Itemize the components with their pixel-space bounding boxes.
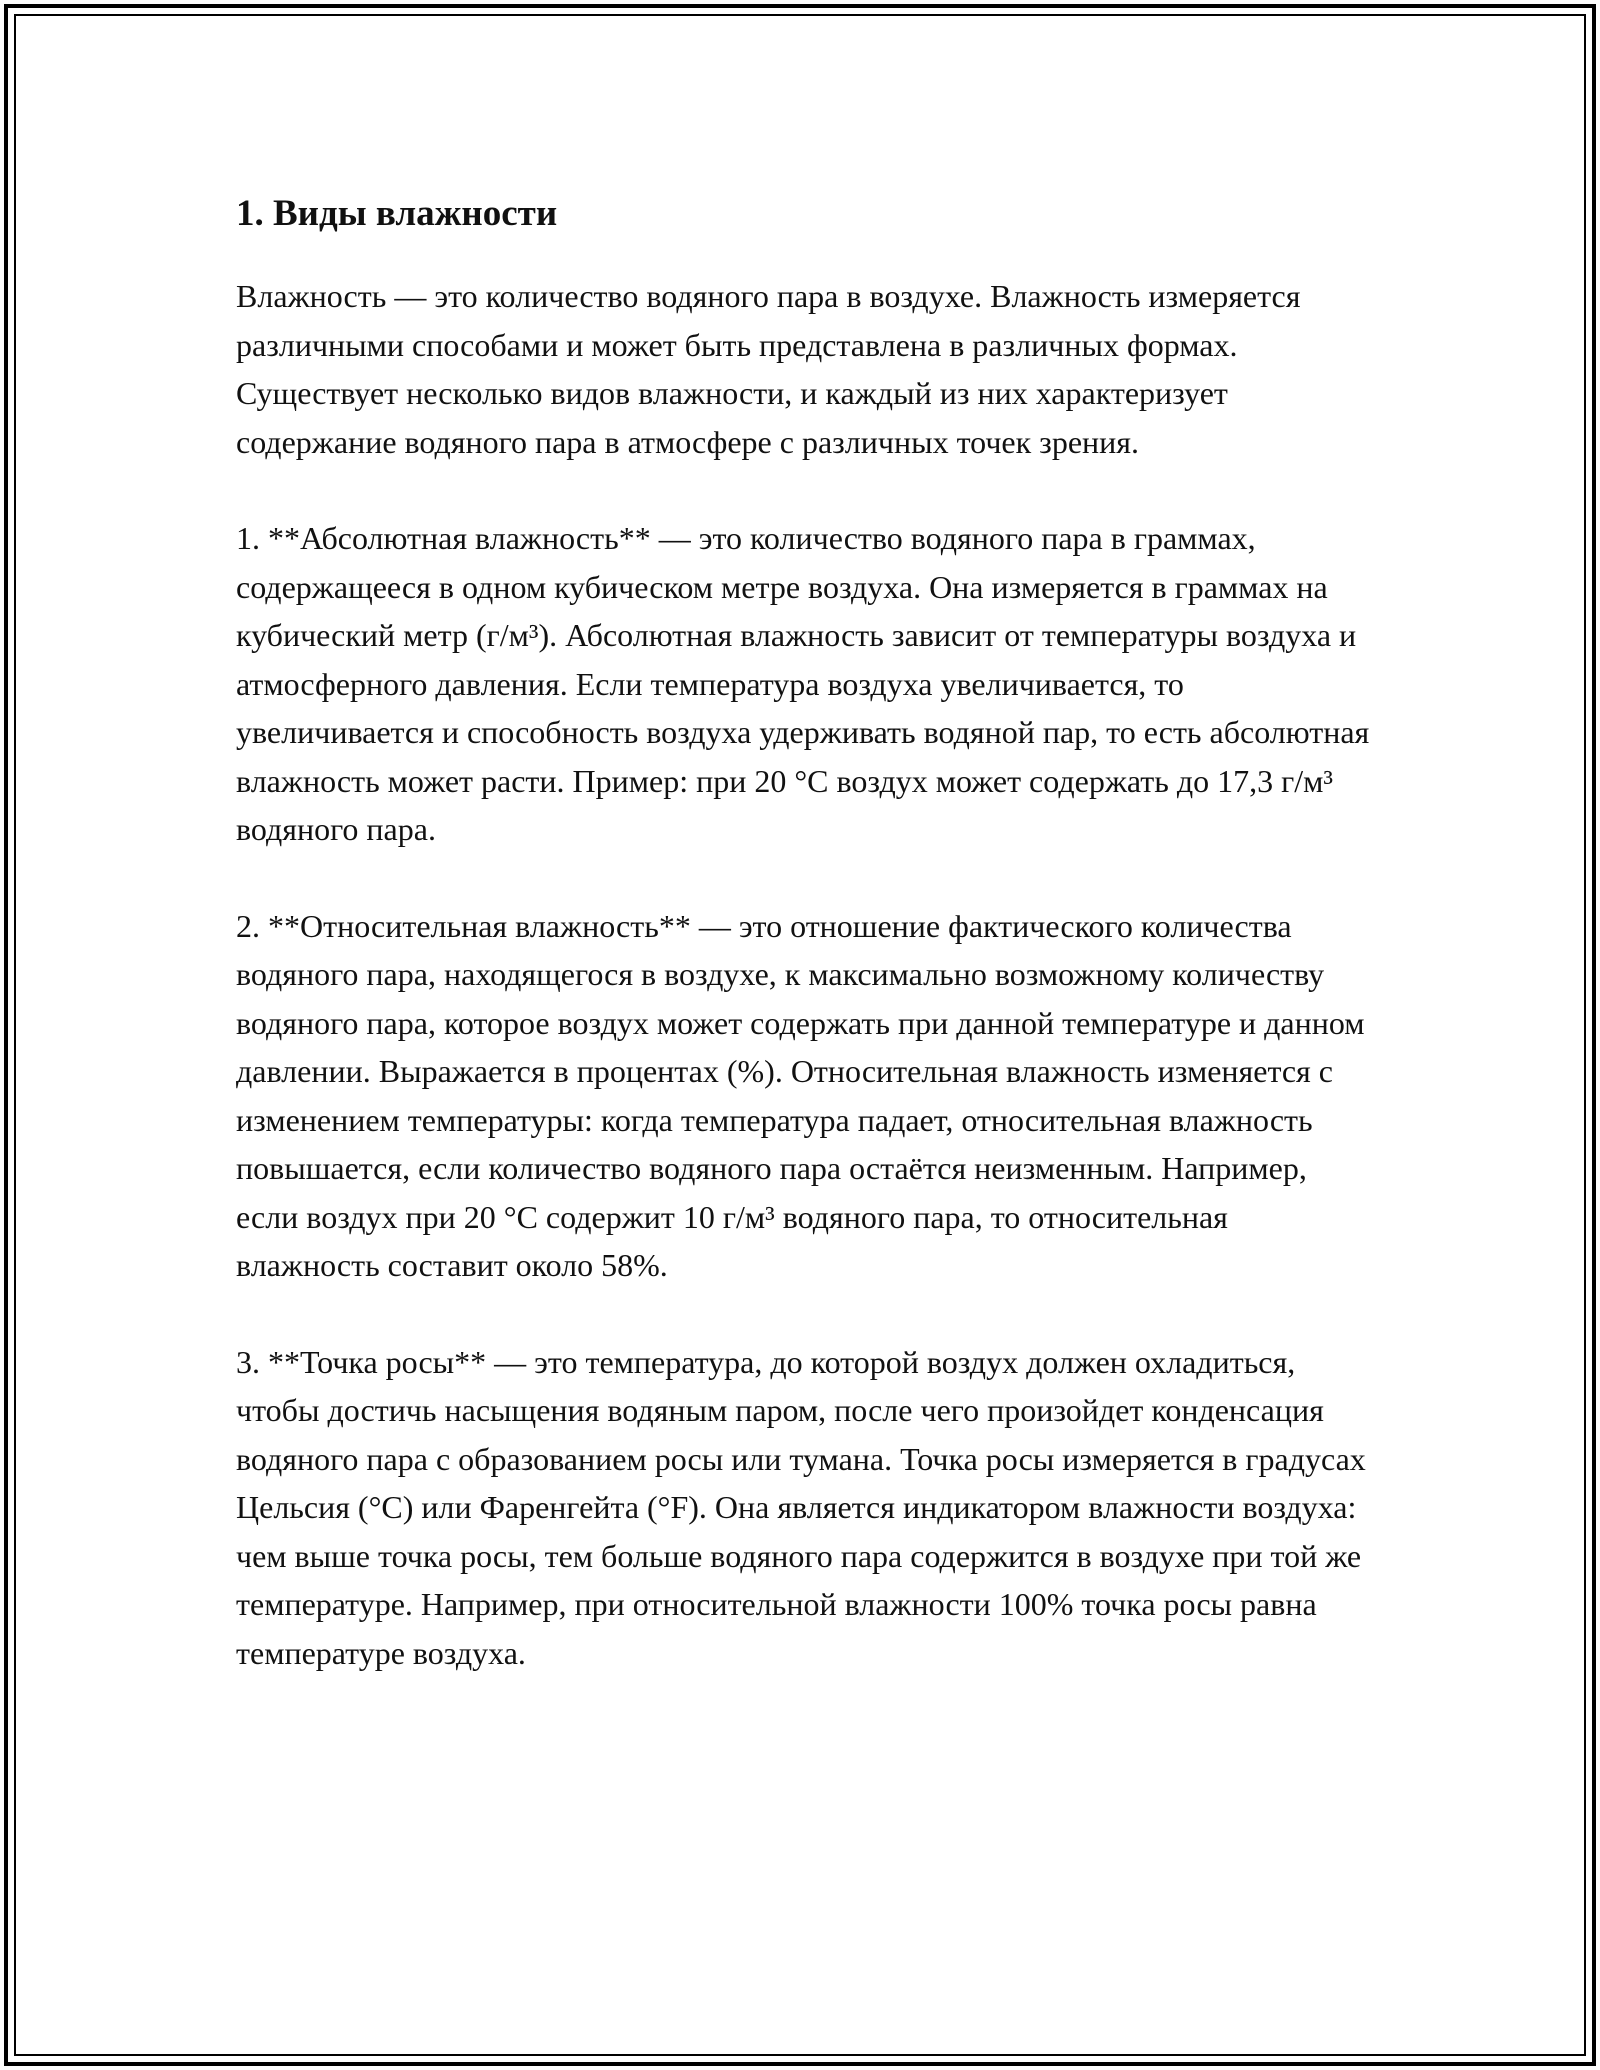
section-heading: 1. Виды влажности [236,193,558,234]
intro-paragraph: Влажность — это количество водяного пара в воздухе. Влажность измеряется различными способами и может быть представлена в различных формах. Существует несколько видов влажности, и каждый из них характеризует содержание водяного пара в атмосфере с различных точек зрения. [236,278,1301,460]
relative-humidity-paragraph: 2. **Относительная влажность** — это отношение фактического количества водяного пара, находящегося в воздухе, к максимально возможному количеству водяного пара, которое воздух может содержать при данной температуре и данном давлении. Выражается в процентах (%). Относительная влажность изменяется с изменением температуры: когда температура падает, относительная влажность повышается, если количество водяного пара остаётся неизменным. Например, если воздух при 20 °C содержит 10 г/м³ водяного пара, то относительная влажность составит около 58%. [236,907,1365,1283]
absolute-humidity-paragraph: 1. **Абсолютная влажность** — это количество водяного пара в граммах, содержащееся в одном кубическом метре воздуха. Она измеряется в граммах на кубический метр (г/м³). Абсолютная влажность зависит от температуры воздуха и атмосферного давления. Если температура воздуха увеличивается, то увеличивается и способность воздуха удерживать водяной пар, то есть абсолютная влажность может расти. Пример: при 20 °C воздух может содержать до 17,3 г/м³ водяного пара. [236,520,1370,847]
dew-point-paragraph: 3. **Точка росы** — это температура, до которой воздух должен охладиться, чтобы достичь насыщения водяным паром, после чего произойдет конденсация водяного пара с образованием росы или тумана. Точка росы измеряется в градусах Цельсия (°C) или Фаренгейта (°F). Она является индикатором влажности воздуха: чем выше точка росы, тем больше водяного пара содержится в воздухе при той же температуре. Например, при относительной влажности 100% точка росы равна температуре воздуха. [236,1343,1366,1671]
document-body [236,186,1376,1725]
